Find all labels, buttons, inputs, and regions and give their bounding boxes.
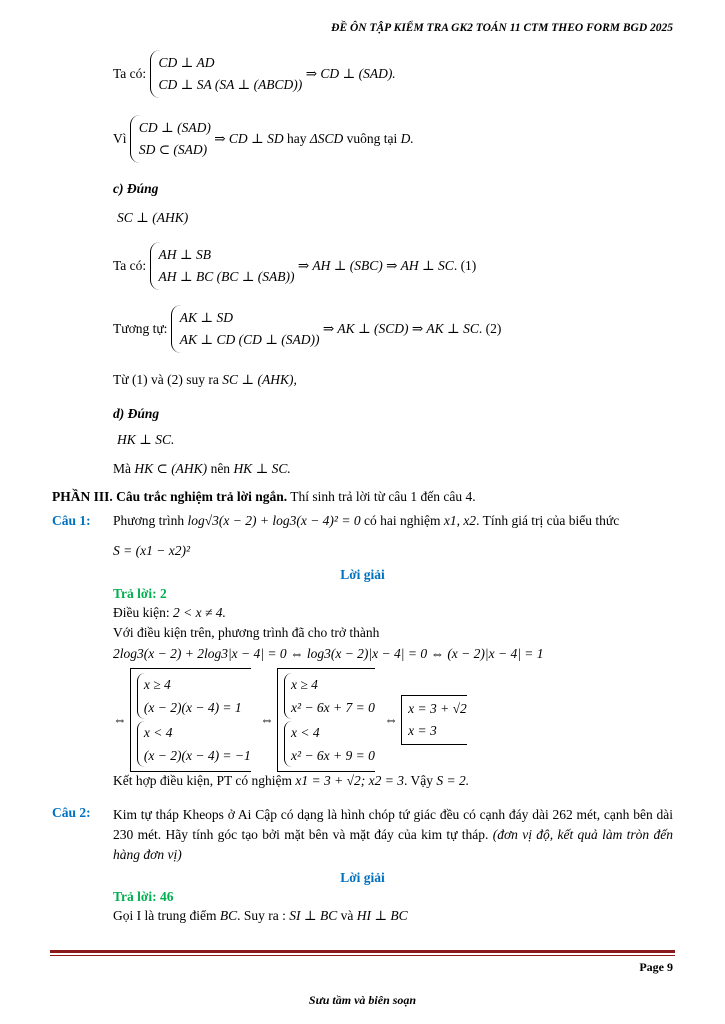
q1-solution-title: Lời giải bbox=[340, 567, 385, 582]
q2-text: Kim tự tháp Kheops ở Ai Cập có dạng là hình chóp tứ giác đều có cạnh đáy dài 262 mét, cạnh bên dài 230 mét. Hãy tính góc tạo bởi mặt bên và mặt đáy của kim tự tháp. bbox=[113, 807, 673, 842]
prefix-taco: Ta có: bbox=[113, 66, 147, 81]
solution-line: x = 3 bbox=[408, 723, 437, 738]
result: ⇒ AK ⊥ (SCD) ⇒ AK ⊥ SC bbox=[322, 321, 479, 336]
part3-title: PHẦN III. Câu trắc nghiệm trả lời ngắn. bbox=[52, 489, 288, 504]
part-c-statement: SC ⊥ (AHK) bbox=[117, 210, 189, 225]
conclusion-math: x1 = 3 + √2; x2 = 3 bbox=[295, 773, 404, 788]
part-d-heading: d) Đúng bbox=[113, 406, 160, 421]
math-2: HI ⊥ BC bbox=[356, 908, 408, 923]
q1-label: Câu 1: bbox=[52, 513, 91, 528]
page-number: Page 9 bbox=[639, 960, 673, 974]
q1-stem bbox=[113, 513, 619, 529]
tag-2: . (2) bbox=[478, 321, 502, 336]
system-brace bbox=[130, 115, 211, 163]
case-line: x < 4 bbox=[143, 725, 173, 740]
case-line: x² − 6x + 9 = 0 bbox=[291, 748, 375, 763]
part-d-statement: HK ⊥ SC. bbox=[117, 432, 175, 447]
text-nen: nên bbox=[210, 461, 231, 476]
condition-text: Điều kiện: bbox=[113, 605, 170, 620]
part-c-heading: c) Đúng bbox=[113, 181, 159, 196]
part-c-conclusion bbox=[113, 372, 297, 388]
case-system bbox=[137, 721, 251, 767]
part3-title-line bbox=[52, 489, 476, 505]
case-bracket-1 bbox=[130, 668, 251, 772]
s-value: S = 2. bbox=[436, 773, 470, 788]
vertex: D. bbox=[400, 131, 414, 146]
part3-note: Thí sinh trả lời từ câu 1 đến câu 4. bbox=[287, 489, 476, 504]
system-line: AK ⊥ CD (CD ⊥ (SAD)) bbox=[179, 332, 320, 347]
segment-bc: BC bbox=[219, 908, 238, 923]
conclusion-text: Kết hợp điều kiện, PT có nghiệm bbox=[113, 773, 292, 788]
footer-credit: Sưu tầm và biên soạn bbox=[308, 993, 417, 1007]
result: ⇒ AH ⊥ (SBC) ⇒ AH ⊥ SC bbox=[297, 258, 454, 273]
prefix-taco: Ta có: bbox=[113, 258, 147, 273]
footer-rule bbox=[50, 950, 675, 953]
q1-text-3: . Tính giá trị của biểu thức bbox=[476, 513, 620, 528]
case-line: x ≥ 4 bbox=[291, 677, 318, 692]
text-ma: Mà bbox=[113, 461, 131, 476]
system-brace bbox=[150, 242, 295, 290]
q1-transform: Với điều kiện trên, phương trình đã cho trở thành bbox=[113, 625, 380, 640]
header-title: ĐỀ ÔN TẬP KIỂM TRA GK2 TOÁN 11 CTM THEO FORM BGD 2025 bbox=[331, 22, 673, 34]
case-line: (x − 2)(x − 4) = −1 bbox=[143, 748, 251, 763]
system-line: AH ⊥ BC (BC ⊥ (SAB)) bbox=[158, 269, 295, 284]
case-line: x² − 6x + 7 = 0 bbox=[291, 700, 375, 715]
result: ⇒ CD ⊥ (SAD). bbox=[305, 66, 396, 81]
text-hay: hay bbox=[286, 131, 307, 146]
system-line: CD ⊥ AD bbox=[158, 55, 215, 70]
iff-symbol: ⇔ bbox=[260, 712, 274, 727]
prefix-vi: Vì bbox=[113, 131, 127, 146]
q2-solution-line bbox=[113, 908, 408, 924]
system-line: AK ⊥ SD bbox=[179, 310, 233, 325]
q1-roots: x1, x2 bbox=[443, 513, 477, 528]
q2-answer: Trả lời: 46 bbox=[113, 889, 174, 904]
q2-label: Câu 2: bbox=[52, 805, 91, 820]
q1-equation: log√3(x − 2) + log3(x − 4)² = 0 bbox=[187, 513, 361, 528]
case-system bbox=[137, 673, 251, 719]
q1-condition bbox=[113, 605, 226, 621]
cd-perp-sad-line bbox=[113, 50, 396, 98]
condition-math: 2 < x ≠ 4. bbox=[173, 605, 226, 620]
line-text: Gọi I là trung điểm bbox=[113, 908, 217, 923]
iff-symbol: ⇔ bbox=[113, 712, 127, 727]
q1-chain: 2log3(x − 2) + 2log3|x − 4| = 0 ⇔ log3(x − 2)|x − 4| = 0 ⇔ (x − 2)|x − 4| = 1 bbox=[113, 646, 544, 661]
part-d-reason bbox=[113, 461, 291, 477]
system-line: CD ⊥ (SAD) bbox=[138, 120, 211, 135]
prefix-tuongtu: Tương tự: bbox=[113, 321, 168, 336]
conclusion-math: SC ⊥ (AHK), bbox=[222, 372, 297, 387]
q1-conclusion bbox=[113, 773, 469, 789]
case-line: x < 4 bbox=[291, 725, 320, 740]
ah-perp-sc-line bbox=[113, 242, 476, 290]
text-va: và bbox=[340, 908, 354, 923]
q2-note: (đơn vị độ, kết quả làm tròn đến hàng đơn vị) bbox=[113, 827, 673, 862]
q1-expression: S = (x1 − x2)² bbox=[113, 543, 190, 558]
text-vay: . Vậy bbox=[403, 773, 433, 788]
text-vuong: vuông tại bbox=[346, 131, 398, 146]
q1-answer: Trả lời: 2 bbox=[113, 586, 167, 601]
ak-perp-sc-line bbox=[113, 305, 501, 353]
text-suy-ra: . Suy ra : bbox=[237, 908, 286, 923]
system-brace bbox=[150, 50, 303, 98]
q1-case-analysis bbox=[113, 668, 467, 772]
system-line: SD ⊂ (SAD) bbox=[138, 142, 208, 157]
triangle: ΔSCD bbox=[309, 131, 344, 146]
iff-symbol: ⇔ bbox=[384, 712, 398, 727]
case-bracket-3 bbox=[401, 695, 467, 745]
case-system bbox=[284, 673, 375, 719]
case-bracket-2 bbox=[277, 668, 375, 772]
math-1: HK ⊂ (AHK) bbox=[134, 461, 208, 476]
conclusion-text: Từ (1) và (2) suy ra bbox=[113, 372, 219, 387]
solution-line: x = 3 + √2 bbox=[408, 701, 467, 716]
case-line: x ≥ 4 bbox=[143, 677, 171, 692]
footer-rule-thin bbox=[50, 955, 675, 956]
q2-solution-title: Lời giải bbox=[340, 870, 385, 885]
math-1: SI ⊥ BC bbox=[289, 908, 338, 923]
math-2: HK ⊥ SC. bbox=[233, 461, 291, 476]
case-system bbox=[284, 721, 375, 767]
system-line: CD ⊥ SA (SA ⊥ (ABCD)) bbox=[158, 77, 303, 92]
q1-text-1: Phương trình bbox=[113, 513, 185, 528]
q2-stem bbox=[113, 805, 673, 865]
system-line: AH ⊥ SB bbox=[158, 247, 211, 262]
cd-perp-sd-line bbox=[113, 115, 414, 163]
result: ⇒ CD ⊥ SD bbox=[214, 131, 284, 146]
tag-1: . (1) bbox=[453, 258, 477, 273]
q1-text-2: có hai nghiệm bbox=[363, 513, 441, 528]
system-brace bbox=[171, 305, 320, 353]
case-line: (x − 2)(x − 4) = 1 bbox=[143, 700, 242, 715]
